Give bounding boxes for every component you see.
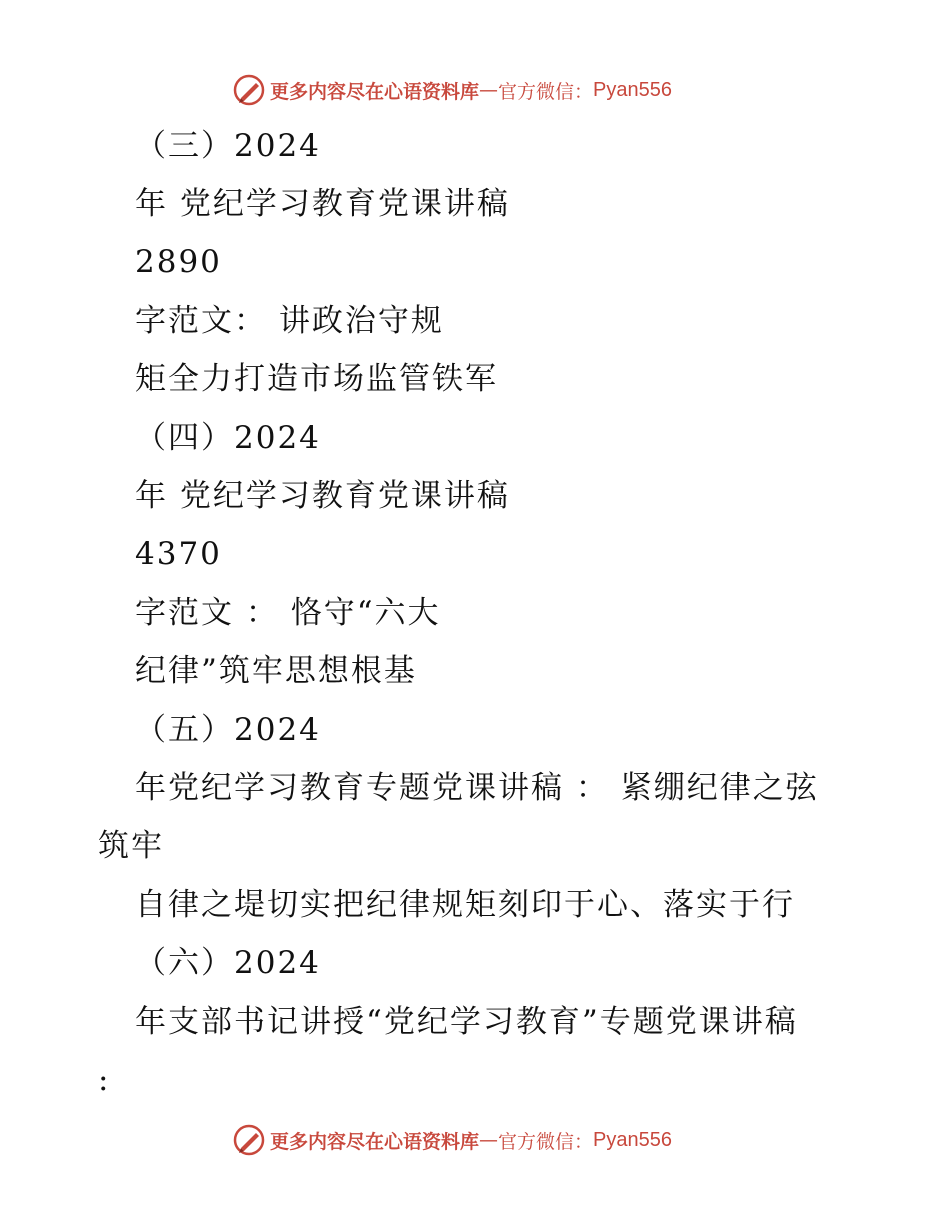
text-line: 自律之堤切实把纪律规矩刻印于心、落实于行 — [135, 887, 795, 923]
header-watermark — [232, 70, 672, 110]
footer-watermark — [232, 1120, 672, 1160]
text-line: （四）2024 — [135, 420, 321, 456]
text-line: （五）2024 — [135, 712, 321, 748]
text-line: 矩全力打造市场监管铁军 — [135, 361, 498, 397]
text-line: 年 党纪学习教育党课讲稿 — [135, 478, 510, 514]
watermark-official-label: 官方微信： — [498, 1130, 594, 1153]
watermark-text: 更多内容尽在心语资料库 — [270, 80, 480, 103]
watermark-wechat-id: Pyan556 — [593, 78, 672, 101]
text-line: 年支部书记讲授“党纪学习教育”专题党课讲稿 — [135, 1004, 798, 1040]
text-line: 年 党纪学习教育党课讲稿 — [135, 186, 510, 222]
text-line: 筑牢 — [98, 828, 164, 864]
text-line: 年党纪学习教育专题党课讲稿 ： 紧绷纪律之弦 — [135, 770, 819, 806]
text-line: 2890 — [135, 244, 222, 280]
text-line: 4370 — [135, 536, 222, 572]
pen-logo-icon — [232, 73, 266, 107]
pen-logo-icon — [232, 1123, 266, 1157]
text-line: （六）2024 — [135, 945, 321, 981]
text-line: 字范文： 讲政治守规 — [135, 303, 444, 339]
text-line: 字范文 ： 恪守“六大 — [135, 595, 441, 631]
watermark-official-label: 官方微信： — [498, 80, 594, 103]
watermark-separator: — — [479, 1129, 499, 1151]
text-line: : — [98, 1062, 111, 1098]
watermark-wechat-id: Pyan556 — [593, 1128, 672, 1151]
text-line: 纪律”筑牢思想根基 — [135, 653, 417, 689]
watermark-text: 更多内容尽在心语资料库 — [270, 1130, 480, 1153]
watermark-separator: — — [479, 79, 499, 101]
text-line: （三）2024 — [135, 128, 321, 164]
